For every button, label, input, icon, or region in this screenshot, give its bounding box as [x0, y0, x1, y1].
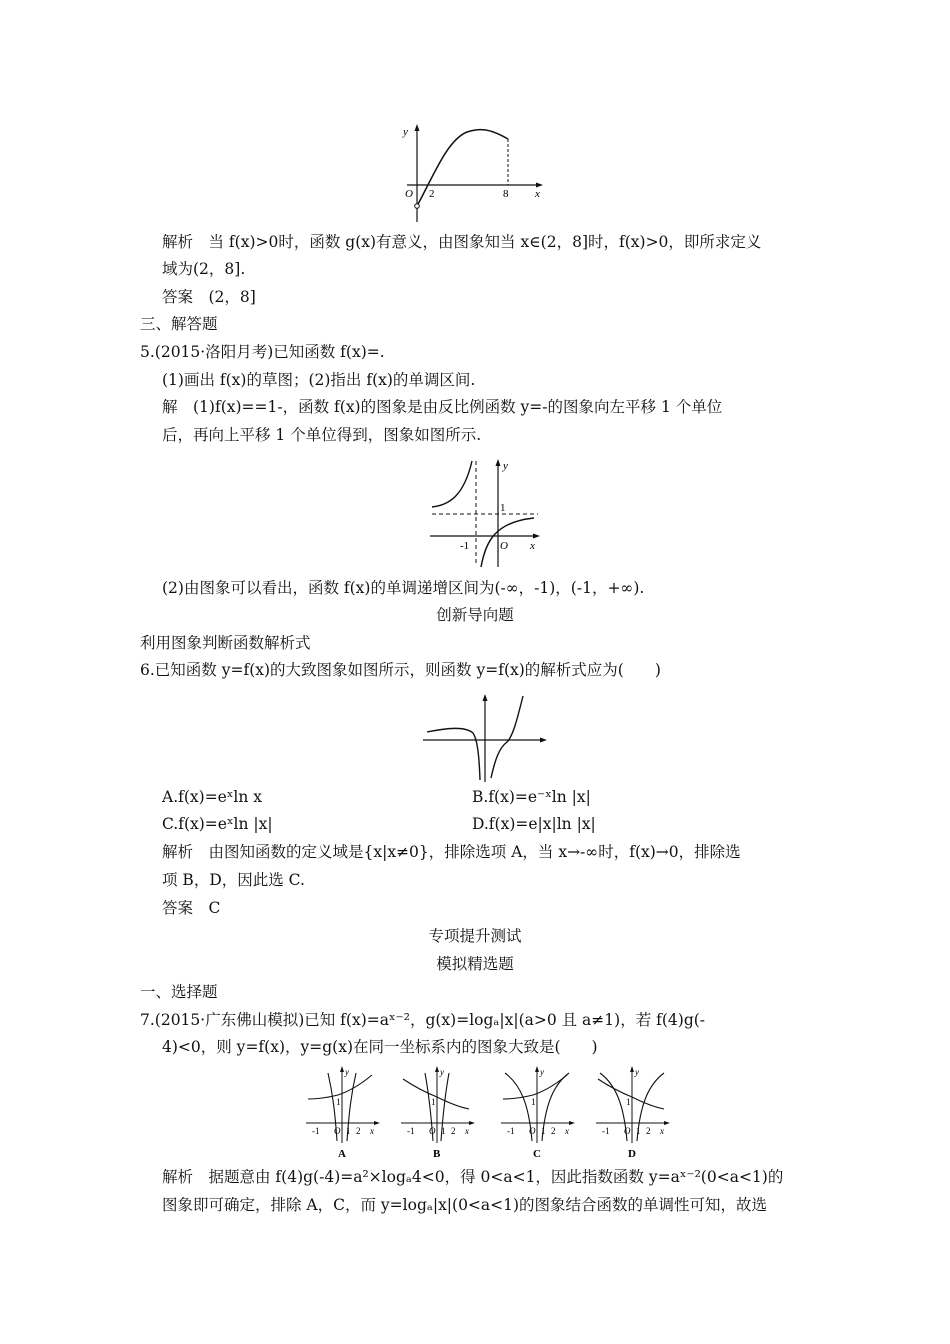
q7-label-b: B — [433, 1148, 441, 1160]
q7-solution-line2: 图象即可确定，排除 A，C，而 y=logₐ|x|(0<a<1)的图象结合函数的单调性可知，故选 — [162, 1196, 768, 1214]
q7-solution-line1: 解析 据题意由 f(4)g(-4)=a²×logₐ4<0，得 0<a<1，因此指数函数 y=aˣ⁻²(0<a<1)的 — [162, 1168, 784, 1186]
q7-d-o: O — [624, 1126, 631, 1136]
q5-solution-part2: (2)由图象可以看出，函数 f(x)的单调递增区间为(-∞，-1)，(-1，+∞). — [162, 579, 645, 597]
figure-1-graph — [395, 122, 555, 227]
q4-solution-line2: 域为(2，8]. — [162, 260, 246, 278]
q7-c-x: x — [565, 1126, 569, 1136]
q6-option-c: C.f(x)=eˣln |x| — [162, 815, 273, 833]
q7-b-2: 2 — [451, 1126, 456, 1136]
q6-solution-line1: 解析 由图知函数的定义域是{x|x≠0}，排除选项 A，当 x→-∞时，f(x)→0，排除选 — [162, 843, 741, 861]
q7-b-neg1: -1 — [407, 1126, 415, 1136]
q7-graph-b — [401, 1066, 475, 1160]
q7-d-neg1: -1 — [602, 1126, 610, 1136]
q7-label-d: D — [628, 1148, 636, 1160]
q7-d-1: 1 — [636, 1126, 641, 1136]
fig1-tick-2: 2 — [429, 188, 435, 200]
q6-solution-line2: 项 B，D，因此选 C. — [162, 871, 305, 889]
q6-option-a: A.f(x)=eˣln x — [162, 788, 263, 806]
q7-stem-line1: 7.(2015·广东佛山模拟)已知 f(x)=aˣ⁻²，g(x)=logₐ|x|(a>0 且 a≠1)，若 f(4)g(- — [140, 1011, 706, 1029]
q7-label-c: C — [533, 1148, 541, 1160]
q7-stem-line2: 4)<0，则 y=f(x)，y=g(x)在同一坐标系内的图象大致是( ) — [162, 1038, 598, 1056]
q7-c-1: 1 — [541, 1126, 546, 1136]
q6-answer: 答案 C — [162, 899, 221, 917]
fig1-y-label: y — [403, 126, 408, 138]
q5-fig-tick-minus1: -1 — [460, 540, 470, 552]
q7-a-tick-1: 1 — [336, 1097, 341, 1107]
q6-stem: 6.已知函数 y=f(x)的大致图象如图所示，则函数 y=f(x)的解析式应为( ) — [140, 661, 661, 679]
q5-solution-line2: 后，再向上平移 1 个单位得到，图象如图所示. — [162, 426, 482, 444]
q7-b-o: O — [429, 1126, 436, 1136]
fig1-origin-label: O — [405, 188, 413, 200]
q7-a-x: x — [370, 1126, 374, 1136]
q7-b-tick-1: 1 — [431, 1097, 436, 1107]
q7-d-2: 2 — [646, 1126, 651, 1136]
topic-title: 利用图象判断函数解析式 — [140, 634, 311, 652]
q5-solution-line1: 解 (1)f(x)==1-，函数 f(x)的图象是由反比例函数 y=-的图象向左平移 1 个单位 — [162, 398, 723, 416]
q5-fig-x-label: x — [530, 540, 535, 552]
q7-d-y: y — [635, 1067, 639, 1077]
q7-a-neg1: -1 — [312, 1126, 320, 1136]
q7-graph-d — [596, 1066, 670, 1160]
q6-option-d: D.f(x)=e|x|ln |x| — [472, 815, 596, 833]
q7-b-1: 1 — [441, 1126, 446, 1136]
q7-a-1: 1 — [346, 1126, 351, 1136]
q5-hyperbola-graph — [420, 455, 550, 570]
q7-c-tick-1: 1 — [531, 1097, 536, 1107]
q6-graph — [415, 690, 555, 784]
q6-option-b: B.f(x)=e⁻ˣln |x| — [472, 788, 591, 806]
q7-label-a: A — [338, 1148, 346, 1160]
q7-b-x: x — [465, 1126, 469, 1136]
q5-fig-tick-1: 1 — [500, 502, 506, 514]
q7-a-y: y — [345, 1067, 349, 1077]
q7-graph-a — [306, 1066, 380, 1160]
q7-c-neg1: -1 — [507, 1126, 515, 1136]
q7-c-o: O — [529, 1126, 536, 1136]
section-1-title: 一、选择题 — [140, 983, 218, 1001]
q7-d-x: x — [660, 1126, 664, 1136]
q5-fig-origin: O — [500, 540, 508, 552]
section-3-title: 三、解答题 — [140, 315, 218, 333]
fig1-tick-8: 8 — [503, 188, 509, 200]
fig1-x-label: x — [535, 188, 540, 200]
simulation-title: 模拟精选题 — [436, 955, 514, 973]
q4-solution-line1: 解析 当 f(x)>0时，函数 g(x)有意义，由图象知当 x∈(2，8]时，f(x)>0，即所求定义 — [162, 233, 762, 251]
q7-c-y: y — [540, 1067, 544, 1077]
q7-c-2: 2 — [551, 1126, 556, 1136]
special-test-title: 专项提升测试 — [428, 927, 522, 945]
q7-a-o: O — [334, 1126, 341, 1136]
q7-b-y: y — [440, 1067, 444, 1077]
innovation-title: 创新导向题 — [436, 606, 514, 624]
q4-answer: 答案 (2，8] — [162, 288, 256, 306]
q7-graph-c — [501, 1066, 575, 1160]
q5-fig-y-label: y — [503, 460, 508, 472]
q7-a-2: 2 — [356, 1126, 361, 1136]
q5-stem: 5.(2015·洛阳月考)已知函数 f(x)=. — [140, 343, 385, 361]
q5-parts: (1)画出 f(x)的草图；(2)指出 f(x)的单调区间. — [162, 371, 476, 389]
q7-d-tick-1: 1 — [626, 1097, 631, 1107]
q7-option-graphs — [300, 1065, 690, 1160]
